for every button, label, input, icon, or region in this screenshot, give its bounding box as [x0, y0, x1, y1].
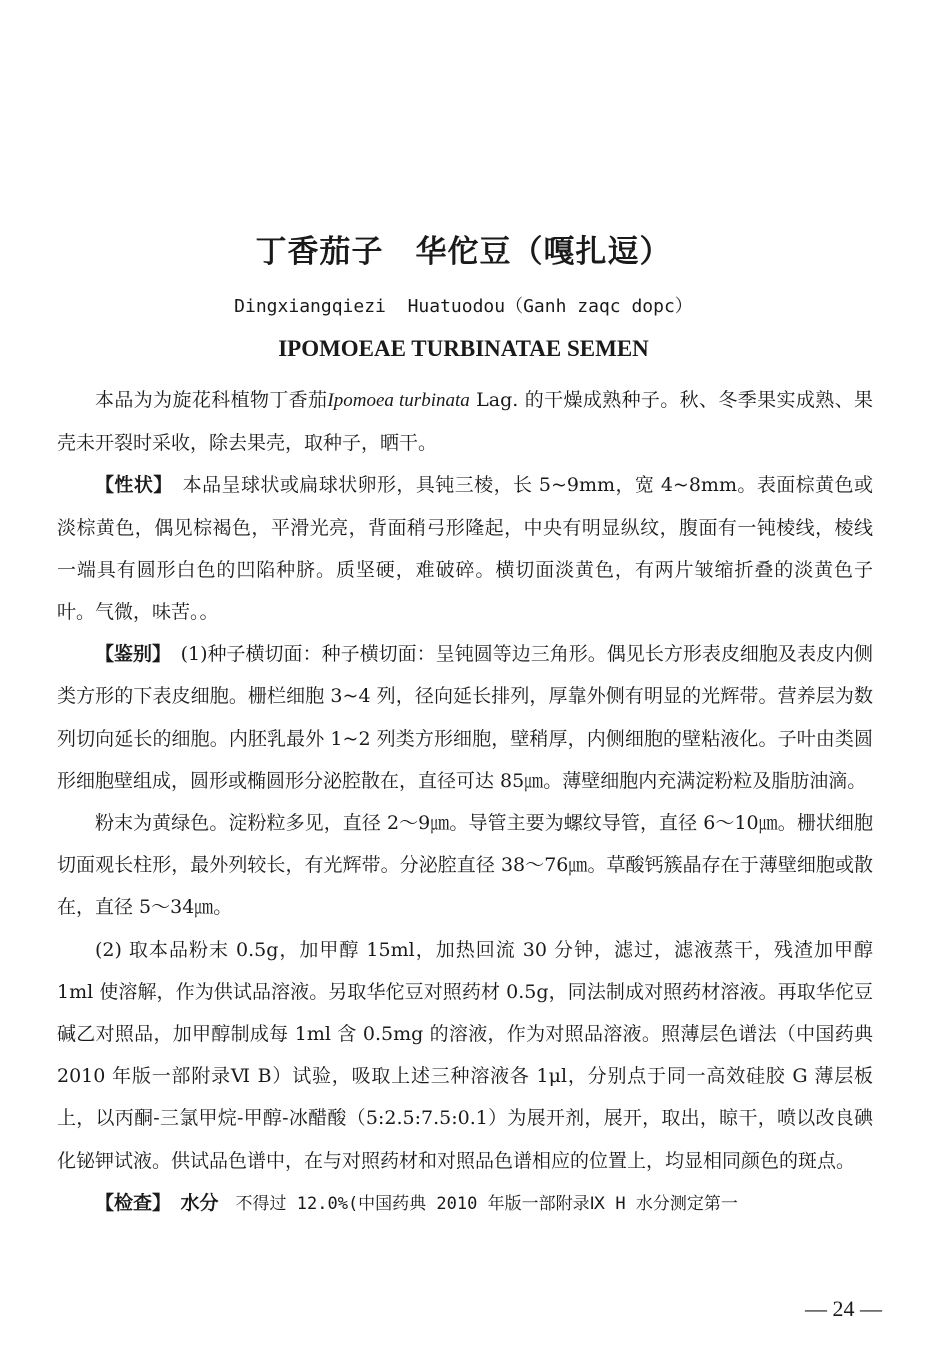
- pinyin-subtitle: Dingxiangqiezi Huatuodou（Ganh zaqc dopc）: [234, 296, 693, 317]
- identification-heading: 【鉴别】: [95, 643, 162, 666]
- powder-paragraph: 粉末为黄绿色。淀粉粒多见，直径 2～9㎛。导管主要为螺纹导管，直径 6～10㎛。栅状细胞切面观长柱形，最外列较长，有光辉带。分泌腔直径 38～76㎛。草酸钙簇晶存在于薄壁细胞或散在，直径 5～34㎛。: [57, 812, 873, 919]
- page-title: 丁香茄子 华佗豆（嘎扎逗）: [255, 234, 672, 270]
- identification-text: (1)种子横切面：种子横切面：呈钝圆等边三角形。偶见长方形表皮细胞及表皮内侧类方形的下表皮细胞。栅栏细胞 3~4 列，径向延长排列，厚靠外侧有明显的光辉带。营养层为数列切向延长的细胞。内胚乳最外 1~2 列类方形细胞，壁稍厚，内侧细胞的壁粘液化。子叶由类圆形细胞壁组成，圆形或椭圆形分泌腔散在，直径可达 85㎛。薄壁细胞内充满淀粉粒及脂肪油滴。: [57, 643, 873, 792]
- description-paragraph: [57, 464, 873, 633]
- description-heading: 【性状】: [95, 474, 164, 497]
- page-number: — 24 —: [805, 1296, 882, 1321]
- latin-title: IPOMOEAE TURBINATAE SEMEN: [278, 336, 649, 361]
- intro-paragraph: [57, 379, 873, 464]
- identification-paragraph: [57, 633, 873, 802]
- inspection-heading: 【检查】: [95, 1191, 162, 1214]
- tlc-paragraph: (2) 取本品粉末 0.5g，加甲醇 15ml，加热回流 30 分钟，滤过，滤液蒸干，残渣加甲醇 1ml 使溶解，作为供试品溶液。另取华佗豆对照药材 0.5g，同法制成对照药材溶液。再取华佗豆碱乙对照品，加甲醇制成每 1ml 含 0.5mg 的溶液，作为对照品溶液。照薄层色谱法（中国药典 2010 年版一部附录Ⅵ B）试验，吸取上述三种溶液各 1μl，分别点于同一高效硅胶 G 薄层板上，以丙酮-三氯甲烷-甲醇-冰醋酸（5:2.5:7.5:0.1）为展开剂，展开，取出，晾干，喷以改良碘化铋钾试液。供试品色谱中，在与对照药材和对照品色谱相应的位置上，均显相同颜色的斑点。: [57, 938, 873, 1172]
- inspection-text: 不得过 12.0%(中国药典 2010 年版一部附录Ⅸ H 水分测定第一: [218, 1193, 738, 1214]
- intro-text-1: 本品为为旋花科植物丁香茄: [95, 389, 328, 411]
- intro-text-2: Lag. 的干燥成熟种子。秋、冬季果实成熟、果壳未开裂时采收，除去果壳，取种子，晒干。: [57, 389, 873, 455]
- moisture-heading: 水分: [161, 1191, 219, 1214]
- monograph-body: [57, 379, 873, 1225]
- inspection-paragraph: [57, 1182, 873, 1225]
- species-latin-name: Ipomoea turbinata: [327, 390, 470, 411]
- description-text: 本品呈球状或扁球状卵形，具钝三棱，长 5~9mm，宽 4~8mm。表面棕黄色或淡棕黄色，偶见棕褐色，平滑光亮，背面稍弓形隆起，中央有明显纵纹，腹面有一钝棱线，棱线一端具有圆形白色的凹陷种脐。质坚硬，难破碎。横切面淡黄色，有两片皱缩折叠的淡黄色子叶。气微，味苦。。: [57, 474, 873, 624]
